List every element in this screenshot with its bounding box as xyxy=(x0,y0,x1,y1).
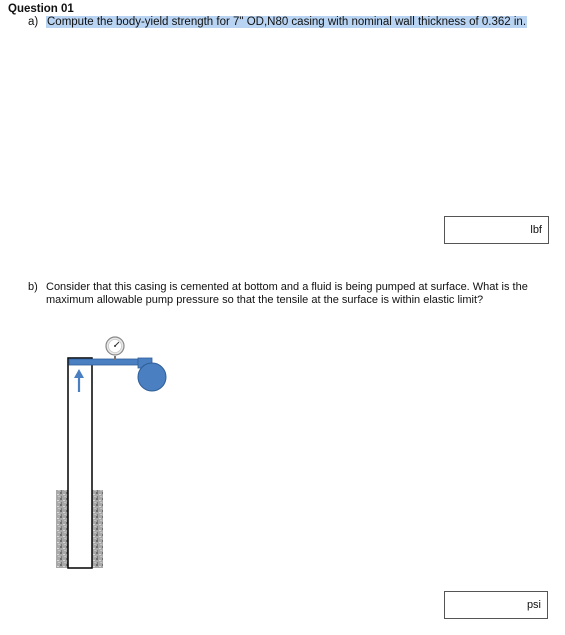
part-b-answer-field[interactable] xyxy=(444,591,548,619)
part-a-letter: a) xyxy=(28,16,39,28)
part-a-unit-label: lbf xyxy=(530,224,542,236)
part-b-letter: b) xyxy=(28,281,38,293)
cement-left xyxy=(56,490,68,568)
pump-icon xyxy=(138,358,166,391)
part-a-text: Compute the body-yield strength for 7" OD,N80 casing with nominal wall thickness of 0.362 in. xyxy=(47,16,527,28)
part-b-unit-label: psi xyxy=(526,599,541,611)
question-title: Question 01 xyxy=(8,3,74,15)
part-b-text: Consider that this casing is cemented at bottom and a fluid is being pumped at surface. What is the maximum allowable pump pressure so that the tensile at the surface is within elastic limit? xyxy=(46,281,528,306)
pressure-gauge-icon xyxy=(106,337,124,355)
gauge-stem xyxy=(114,356,116,360)
cement-right xyxy=(92,490,103,568)
